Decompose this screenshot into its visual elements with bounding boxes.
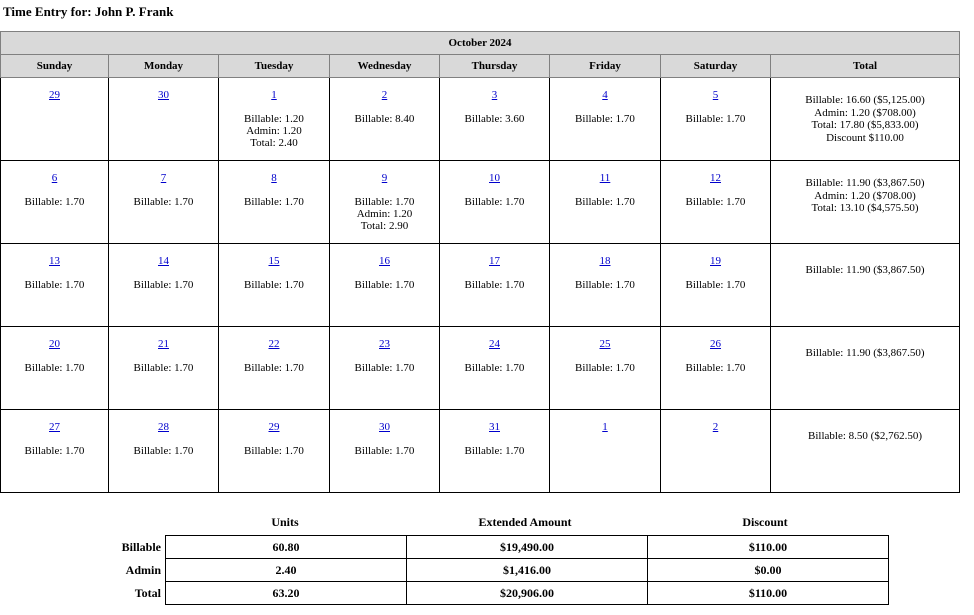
day-hours-text: Billable: 1.70 xyxy=(354,362,415,374)
calendar-day-cell xyxy=(219,78,330,161)
calendar-day-cell xyxy=(109,410,219,493)
calendar-day-cell xyxy=(440,244,550,327)
day-link[interactable]: 22 xyxy=(268,338,280,350)
summary-row-label: Total xyxy=(134,585,161,600)
day-link[interactable]: 29 xyxy=(49,89,60,101)
day-link[interactable]: 7 xyxy=(160,172,167,184)
day-link[interactable]: 30 xyxy=(379,421,390,433)
summary-extended-header: Extended Amount xyxy=(478,515,572,529)
day-link[interactable]: 11 xyxy=(599,172,611,184)
day-link[interactable]: 8 xyxy=(271,172,277,184)
day-hours-text: Billable: 1.70 xyxy=(24,196,85,208)
day-link[interactable]: 9 xyxy=(381,172,388,184)
day-hours-text: Billable: 1.70 xyxy=(354,445,415,457)
day-hours-text: Billable: 1.20 xyxy=(244,113,304,125)
summary-units-cell: 2.40 xyxy=(166,559,407,582)
day-hours-text: Billable: 1.70 xyxy=(685,113,746,125)
week-total-cell xyxy=(771,78,960,161)
summary-units-header: Units xyxy=(271,515,299,529)
calendar-day-cell xyxy=(1,161,109,244)
calendar-week-row xyxy=(1,410,960,493)
day-hours-text: Billable: 1.70 xyxy=(244,362,304,374)
calendar-day-cell xyxy=(661,244,771,327)
calendar-day-cell xyxy=(550,244,661,327)
day-hours-text: Billable: 1.70 xyxy=(244,279,304,291)
week-total-cell xyxy=(771,161,960,244)
day-hours-text: Billable: 1.70 xyxy=(464,362,525,374)
day-link[interactable]: 10 xyxy=(489,172,500,184)
calendar-day-cell xyxy=(1,78,109,161)
calendar-week-row xyxy=(1,78,960,161)
day-hours-text: Billable: 1.70 xyxy=(354,196,415,208)
calendar-day-cell xyxy=(330,78,440,161)
day-link[interactable]: 5 xyxy=(712,89,719,101)
week-total-text: Discount $110.00 xyxy=(826,131,904,144)
week-total-cell xyxy=(771,410,960,493)
day-hours-text: Billable: 1.70 xyxy=(244,445,304,457)
day-link[interactable]: 31 xyxy=(489,421,500,433)
calendar-week-row xyxy=(1,244,960,327)
week-total-text: Billable: 11.90 ($3,867.50) xyxy=(805,347,925,359)
summary-extended-cell: $20,906.00 xyxy=(407,582,648,605)
week-total-text: Total: 17.80 ($5,833.00) xyxy=(811,119,919,131)
calendar-day-cell xyxy=(550,78,661,161)
calendar-day-cell xyxy=(1,244,109,327)
weekday-header: Saturday xyxy=(661,55,771,78)
weekday-header: Wednesday xyxy=(330,55,440,78)
calendar-day-cell xyxy=(109,244,219,327)
summary-discount-cell: $110.00 xyxy=(648,536,889,559)
day-link[interactable]: 30 xyxy=(158,89,169,101)
summary-units-cell: 63.20 xyxy=(166,582,407,605)
calendar-day-cell xyxy=(661,327,771,410)
calendar-table xyxy=(0,31,960,493)
day-link[interactable]: 15 xyxy=(268,255,280,267)
day-hours-text: Billable: 1.70 xyxy=(24,362,85,374)
day-hours-text: Billable: 1.70 xyxy=(133,279,194,291)
day-link[interactable]: 3 xyxy=(491,89,498,101)
week-total-cell xyxy=(771,244,960,327)
calendar-day-cell xyxy=(109,327,219,410)
day-hours-text: Billable: 1.70 xyxy=(575,279,635,291)
day-hours-text: Billable: 1.70 xyxy=(133,445,194,457)
week-total-text: Billable: 16.60 ($5,125.00) xyxy=(805,94,925,106)
day-hours-text: Billable: 1.70 xyxy=(575,362,635,374)
day-link[interactable]: 26 xyxy=(710,338,721,350)
day-link[interactable]: 4 xyxy=(602,89,608,101)
day-hours-text: Billable: 1.70 xyxy=(24,445,85,457)
day-hours-text: Billable: 1.70 xyxy=(244,196,304,208)
day-hours-text: Billable: 1.70 xyxy=(685,196,746,208)
day-link[interactable]: 12 xyxy=(710,172,721,184)
day-hours-text: Billable: 3.60 xyxy=(464,113,525,125)
calendar-day-cell xyxy=(330,244,440,327)
day-hours-text: Billable: 1.70 xyxy=(354,279,415,291)
calendar-day-cell xyxy=(550,161,661,244)
week-total-cell xyxy=(771,327,960,410)
summary-row xyxy=(105,582,889,605)
day-link[interactable]: 27 xyxy=(49,421,60,433)
calendar-day-cell xyxy=(661,78,771,161)
calendar-day-cell xyxy=(330,410,440,493)
day-link[interactable]: 25 xyxy=(599,338,611,350)
calendar-week-row xyxy=(1,327,960,410)
day-hours-text: Billable: 1.70 xyxy=(575,113,635,125)
weekday-header: Thursday xyxy=(440,55,550,78)
total-header: Total xyxy=(771,55,960,78)
day-link[interactable]: 23 xyxy=(379,338,390,350)
day-hours-text: Admin: 1.20 xyxy=(356,208,413,220)
day-link[interactable]: 2 xyxy=(712,421,719,433)
day-link[interactable]: 16 xyxy=(379,255,390,267)
week-total-text: Billable: 11.90 ($3,867.50) xyxy=(805,177,925,189)
calendar-day-cell xyxy=(1,327,109,410)
day-hours-text: Billable: 1.70 xyxy=(685,362,746,374)
summary-row xyxy=(105,559,889,582)
calendar-day-cell xyxy=(440,161,550,244)
calendar-day-cell xyxy=(219,161,330,244)
month-header: October 2024 xyxy=(1,32,960,55)
weekday-header-row xyxy=(1,55,960,78)
week-total-text: Total: 13.10 ($4,575.50) xyxy=(811,202,919,214)
day-link[interactable]: 6 xyxy=(51,172,58,184)
summary-table xyxy=(105,535,889,605)
weekday-header: Tuesday xyxy=(219,55,330,78)
day-link[interactable]: 21 xyxy=(158,338,169,350)
weekday-header: Sunday xyxy=(1,55,109,78)
summary-discount-cell: $110.00 xyxy=(648,582,889,605)
week-total-text: Admin: 1.20 ($708.00) xyxy=(814,189,916,202)
day-link[interactable]: 2 xyxy=(381,89,388,101)
calendar-day-cell xyxy=(661,161,771,244)
day-link[interactable]: 1 xyxy=(602,421,608,433)
day-hours-text: Total: 2.90 xyxy=(360,220,409,232)
calendar-day-cell xyxy=(330,327,440,410)
day-link[interactable]: 18 xyxy=(599,255,611,267)
calendar-day-cell xyxy=(219,410,330,493)
day-link[interactable]: 28 xyxy=(158,421,169,433)
calendar-day-cell xyxy=(550,410,661,493)
day-hours-text: Billable: 8.40 xyxy=(354,113,415,125)
calendar-day-cell xyxy=(550,327,661,410)
summary-units-cell: 60.80 xyxy=(166,536,407,559)
summary-extended-cell: $1,416.00 xyxy=(407,559,648,582)
calendar-day-cell xyxy=(219,327,330,410)
week-total-text: Billable: 8.50 ($2,762.50) xyxy=(808,430,922,442)
week-total-text: Billable: 11.90 ($3,867.50) xyxy=(805,264,925,276)
day-hours-text: Total: 2.40 xyxy=(250,137,298,149)
day-hours-text: Billable: 1.70 xyxy=(575,196,635,208)
day-hours-text: Billable: 1.70 xyxy=(133,362,194,374)
day-hours-text: Billable: 1.70 xyxy=(685,279,746,291)
week-total-text: Admin: 1.20 ($708.00) xyxy=(814,106,916,119)
day-hours-text: Billable: 1.70 xyxy=(24,279,85,291)
day-link[interactable]: 1 xyxy=(271,89,277,101)
day-hours-text: Billable: 1.70 xyxy=(464,445,525,457)
calendar-day-cell xyxy=(661,410,771,493)
summary-discount-cell: $0.00 xyxy=(648,559,889,582)
page-title: Time Entry for: John P. Frank xyxy=(3,4,174,19)
day-hours-text: Billable: 1.70 xyxy=(133,196,194,208)
day-link[interactable]: 14 xyxy=(158,255,169,267)
day-link[interactable]: 17 xyxy=(489,255,500,267)
day-link[interactable]: 20 xyxy=(49,338,60,350)
day-link[interactable]: 24 xyxy=(489,338,500,350)
calendar-day-cell xyxy=(440,78,550,161)
calendar-day-cell xyxy=(219,244,330,327)
day-link[interactable]: 29 xyxy=(268,421,280,433)
calendar-week-row xyxy=(1,161,960,244)
calendar-day-cell xyxy=(440,327,550,410)
summary-row-label: Billable xyxy=(121,539,161,554)
summary-row-label: Admin xyxy=(125,562,161,577)
day-hours-text: Billable: 1.70 xyxy=(464,279,525,291)
day-hours-text: Billable: 1.70 xyxy=(464,196,525,208)
calendar-day-cell xyxy=(109,78,219,161)
calendar-day-cell xyxy=(440,410,550,493)
calendar-day-cell xyxy=(330,161,440,244)
weekday-header: Friday xyxy=(550,55,661,78)
day-hours-text: Admin: 1.20 xyxy=(246,125,302,137)
calendar-day-cell xyxy=(1,410,109,493)
day-link[interactable]: 19 xyxy=(710,255,721,267)
calendar-day-cell xyxy=(109,161,219,244)
summary-discount-header: Discount xyxy=(742,515,788,529)
summary-row xyxy=(105,536,889,559)
summary-extended-cell: $19,490.00 xyxy=(407,536,648,559)
day-link[interactable]: 13 xyxy=(49,255,60,267)
weekday-header: Monday xyxy=(109,55,219,78)
